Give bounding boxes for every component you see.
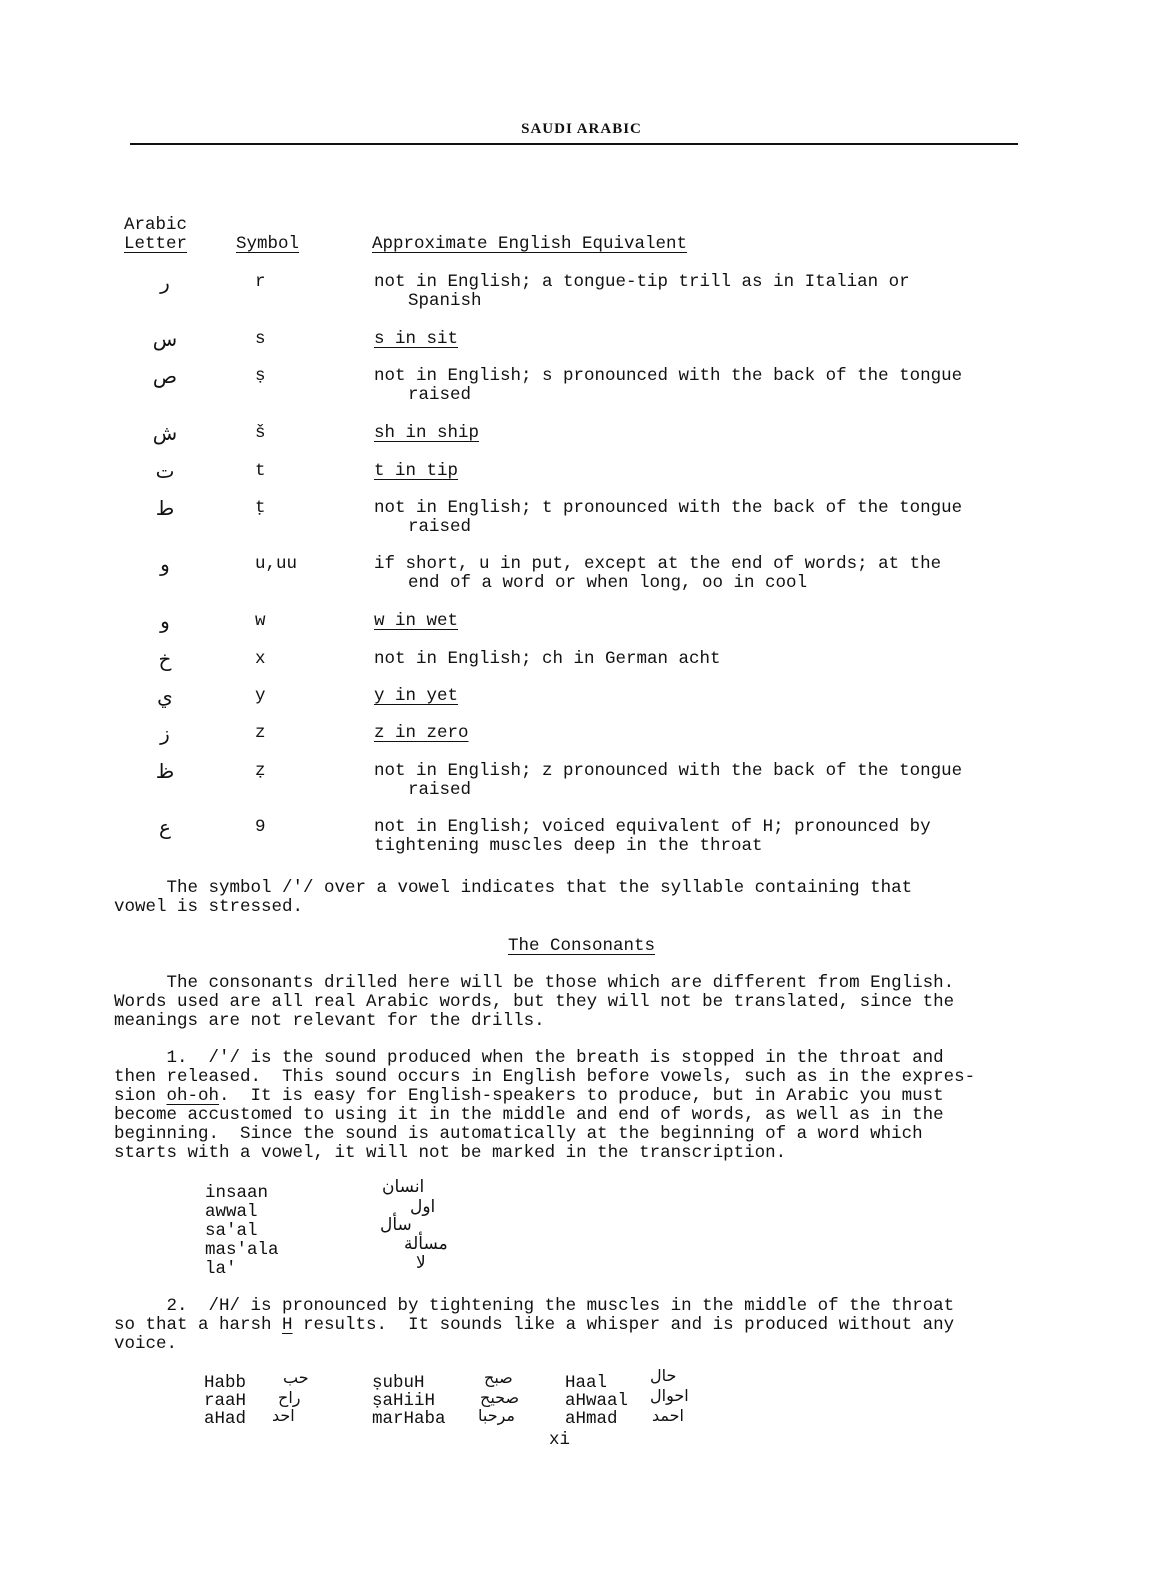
equivalent: not in English; ch in German acht [374, 649, 721, 669]
arabic-letter: س [152, 327, 178, 351]
example-word: Habb [204, 1373, 247, 1393]
symbol: 9 [255, 817, 266, 837]
equivalent: if short, u in put, except at the end of words; at the end of a word or when long, oo in cool [374, 554, 942, 593]
example-word: ṣaHiiH [372, 1391, 436, 1411]
arabic-letter: ر [160, 270, 170, 294]
intro-paragraph: The consonants drilled here will be those which are different from English. Words used are all real Arabic words, but they will not be translated, since the meanings are not relevant for the drills. [114, 973, 955, 1031]
symbol: u,uu [255, 554, 298, 574]
header-rule [130, 143, 1018, 145]
arabic-letter: ط [155, 496, 175, 520]
symbol: ṭ [255, 498, 266, 518]
example-arabic: احد [272, 1406, 295, 1425]
arabic-letter: ش [152, 421, 178, 445]
example-arabic: مسألة [404, 1234, 448, 1254]
symbol: z [255, 723, 266, 743]
arabic-letter: ص [152, 364, 178, 388]
page-number: xi [549, 1430, 571, 1450]
example-arabic: صبح [484, 1368, 513, 1387]
example-word: la' [205, 1259, 237, 1279]
symbol: r [255, 272, 266, 292]
example-arabic: احمد [652, 1406, 684, 1425]
arabic-letter: ي [157, 684, 173, 708]
arabic-letter: ع [159, 815, 171, 839]
equivalent: not in English; a tongue-tip trill as in Italian or Spanish [374, 272, 910, 311]
arabic-letter: خ [158, 647, 172, 671]
equivalent: not in English; s pronounced with the back of the tongue raised [374, 366, 963, 405]
arabic-letter: ظ [155, 759, 175, 783]
symbol: s [255, 329, 266, 349]
equivalent: t in tip [374, 461, 459, 481]
symbol: w [255, 611, 266, 631]
example-arabic: احوال [650, 1386, 689, 1405]
example-word: aHmad [565, 1409, 618, 1429]
example-word: Haal [565, 1373, 608, 1393]
header-symbol: Symbol [236, 234, 300, 254]
example-arabic: حب [283, 1368, 309, 1387]
example-arabic: انسان [382, 1177, 425, 1197]
symbol: ẓ [255, 761, 266, 781]
example-arabic: لا [416, 1253, 426, 1273]
equivalent: not in English; z pronounced with the back of the tongue raised [374, 761, 963, 800]
example-arabic: حال [650, 1366, 677, 1385]
equivalent: not in English; t pronounced with the back of the tongue raised [374, 498, 963, 537]
arabic-letter: ز [160, 721, 170, 745]
equivalent: y in yet [374, 686, 459, 706]
example-word: aHwaal [565, 1391, 629, 1411]
example-arabic: مرحبا [478, 1406, 515, 1425]
symbol: x [255, 649, 266, 669]
arabic-letter: ت [155, 459, 175, 483]
item-2-paragraph: 2. /H/ is pronounced by tightening the muscles in the middle of the throat so that a harsh H results. It sounds like a whisper and is produced without any voice. [114, 1296, 955, 1354]
arabic-letter: و [160, 609, 170, 633]
item-1-paragraph: 1. /'/ is the sound produced when the breath is stopped in the throat and then released. This sound occurs in English before vowels, such as in the expres- sion oh-oh. It is easy for English-speakers to produce, but in Arabic you must become accustomed to using it in the middle and end of words, as well as in the beginning. Since the sound is automatically at the beginning of a word which starts with a vowel, it will not be marked in the transcription. [114, 1048, 976, 1163]
example-arabic: راح [278, 1388, 301, 1407]
example-word: sa'al [205, 1221, 258, 1241]
stress-note: The symbol /′/ over a vowel indicates that the syllable containing that vowel is stressed. [114, 878, 913, 917]
equivalent: not in English; voiced equivalent of H; pronounced by tightening muscles deep in the throat [374, 817, 931, 856]
example-word: ṣubuH [372, 1373, 425, 1393]
header-arabic: Arabic [124, 215, 188, 235]
equivalent: s in sit [374, 329, 459, 349]
equivalent: z in zero [374, 723, 469, 743]
example-word: marHaba [372, 1409, 446, 1429]
example-word: raaH [204, 1391, 247, 1411]
example-word: insaan [205, 1183, 269, 1203]
example-word: awwal [205, 1202, 258, 1222]
equivalent: w in wet [374, 611, 459, 631]
symbol: š [255, 423, 266, 443]
header-letter: Letter [124, 234, 188, 254]
symbol: y [255, 686, 266, 706]
example-arabic: اول [410, 1197, 436, 1217]
example-arabic: صحيح [480, 1388, 520, 1407]
equivalent: sh in ship [374, 423, 480, 443]
section-heading: The Consonants [507, 936, 656, 956]
running-head: SAUDI ARABIC [521, 121, 642, 137]
symbol: ṣ [255, 366, 266, 386]
example-word: mas'ala [205, 1240, 279, 1260]
header-equivalent: Approximate English Equivalent [372, 234, 688, 254]
symbol: t [255, 461, 266, 481]
example-word: aHad [204, 1409, 247, 1429]
arabic-letter: و [160, 552, 170, 576]
example-arabic: سأل [380, 1215, 412, 1235]
